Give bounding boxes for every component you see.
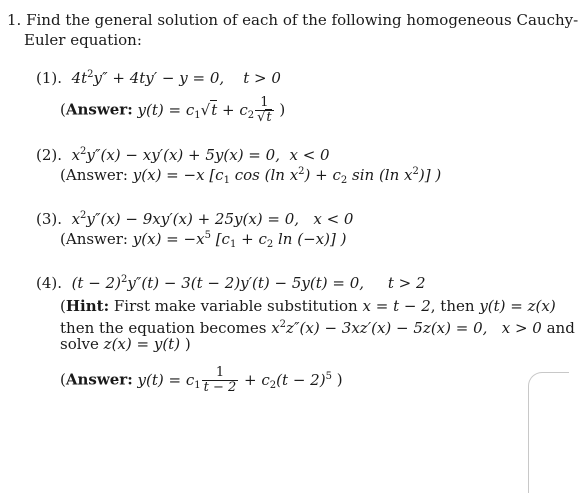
part-4-hint-and: and xyxy=(546,319,575,337)
part-4-answer-label: Answer: xyxy=(65,370,133,389)
problem-intro-line2: Euler equation: xyxy=(24,31,142,49)
part-1-fraction: $\frac{1}{√t}$ xyxy=(257,95,272,125)
part-1-answer: (Answer: $y(t) = c_1√t + c_2$ $\frac{1}{√t}$ ) xyxy=(60,95,286,125)
part-4-hint-text1: First make variable substitution xyxy=(113,297,358,315)
problem-intro-line1 xyxy=(7,11,578,29)
part-4-hint-line2: then the equation becomes $x^2z''(x) - 3xz'(x) - 5z(x) = 0$, x > 0 and xyxy=(60,319,575,337)
part-4-answer: (Answer: $y(t) = c_1$ $\frac{1}{t - 2}$ + $c_2(t - 2)^5$ ) xyxy=(60,365,343,395)
part-2-label: (2). xyxy=(36,146,63,164)
problem-intro-text: Find the general solution of each of the following homogeneous Cauchy- xyxy=(26,11,578,29)
part-3-answer: (Answer: $y(x) = -x^5$ [$c_1 + c_2$ ln (−x)] ) xyxy=(60,230,347,250)
part-4-label: (4). xyxy=(36,274,63,292)
part-1-answer-label: Answer: xyxy=(65,100,133,119)
part-4-hint-text2: then the equation becomes xyxy=(60,319,267,337)
part-3-equation: (3). $x^2y''(x) - 9xy'(x) + 25y(x) = 0$, x < 0 xyxy=(36,210,354,228)
part-4-hint-then: , then xyxy=(430,297,475,315)
page-corner-decoration xyxy=(528,372,569,493)
part-4-fraction: $\frac{1}{t - 2}$ xyxy=(203,365,237,395)
part-4-hint-line1: (Hint: First make variable substitution x = t − 2, then y(t) = z(x) xyxy=(60,297,556,315)
part-2-equation: (2). $x^2y''(x) - xy'(x) + 5y(x) = 0$, x < 0 xyxy=(36,146,330,164)
problem-number: 1. xyxy=(7,11,22,29)
part-4-hint-line3: solve z(x) = y(t) ) xyxy=(60,335,191,353)
part-2-answer: (Answer: y(x) = −x [$c_1$ cos (ln $x^2) + c_2$ sin (ln $x^2$)] ) xyxy=(60,166,442,186)
part-2-answer-label: Answer: xyxy=(65,166,128,184)
part-1-equation: (1). $4t^2y'' + 4ty' - y = 0$, t > 0 xyxy=(36,69,281,87)
part-4-equation: (4). $(t - 2)^2y''(t) - 3(t - 2)y'(t) - 5y(t) = 0$, t > 2 xyxy=(36,274,426,292)
part-3-answer-label: Answer: xyxy=(65,230,128,248)
part-4-hint-label: Hint: xyxy=(65,297,110,315)
part-3-label: (3). xyxy=(36,210,63,228)
part-1-label: (1). xyxy=(36,69,63,87)
part-4-hint-text3: solve xyxy=(60,335,99,353)
